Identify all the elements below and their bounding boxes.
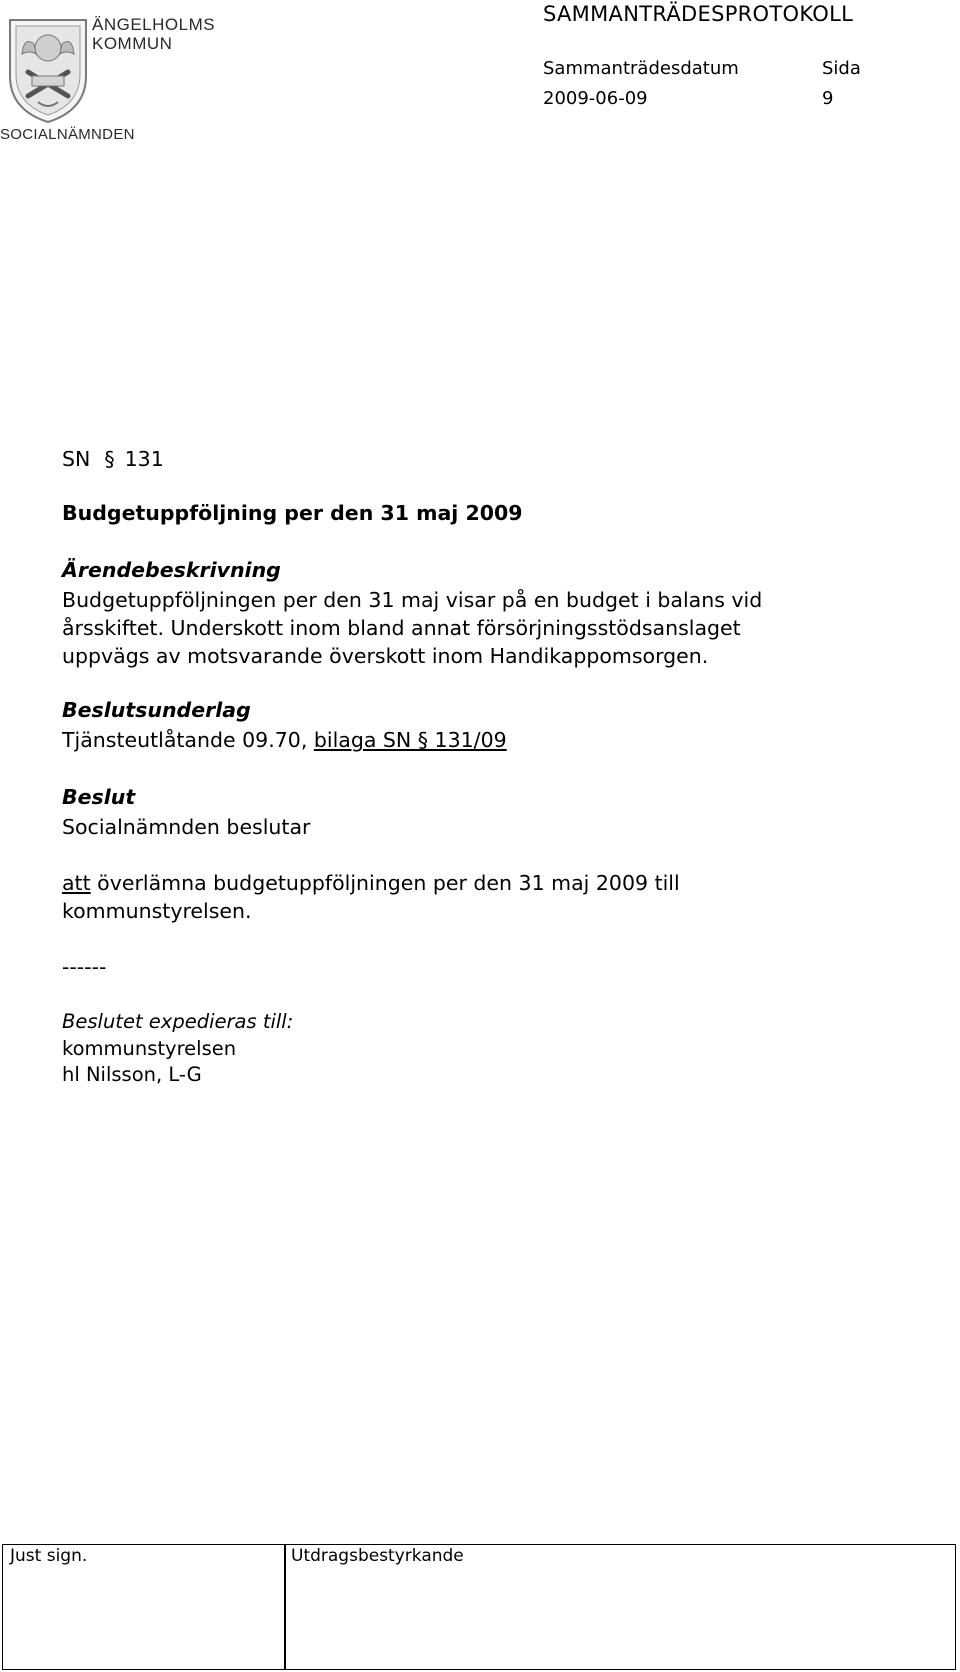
section-prefix: SN (62, 447, 91, 471)
page-label: Sida (822, 58, 861, 79)
coat-of-arms-icon (2, 14, 94, 126)
meeting-date: 2009-06-09 (543, 88, 648, 109)
signature-box (2, 1544, 956, 1670)
section-number: 131 (124, 447, 164, 471)
adjusting-signature-label: Just sign. (10, 1546, 88, 1566)
recipient-item: kommunstyrelsen (62, 1037, 237, 1060)
extract-certification-label: Utdragsbestyrkande (291, 1546, 464, 1566)
decision-intro: Socialnämnden beslutar (62, 815, 311, 839)
document-type: SAMMANTRÄDESPROTOKOLL (543, 2, 854, 26)
separator-line: ------ (62, 955, 107, 979)
signature-divider (284, 1544, 286, 1670)
description-line-3: uppvägs av motsvarande överskott inom Handikappomsorgen. (62, 644, 709, 668)
distribution-list (62, 1036, 236, 1088)
att-word: att (62, 871, 91, 895)
decision-line-2: kommunstyrelsen. (62, 899, 252, 923)
recipient-item: hl Nilsson, L-G (62, 1063, 202, 1086)
organization-line-2: KOMMUN (92, 34, 173, 53)
paragraph-sign: § (104, 447, 115, 471)
description-line-2: årsskiftet. Underskott inom bland annat försörjningsstödsanslaget (62, 616, 741, 640)
description-text (62, 586, 862, 670)
distribution-label: Beslutet expedieras till: (62, 1010, 294, 1033)
attachment-link[interactable]: bilaga SN § 131/09 (313, 728, 507, 752)
decision-line-1-text: överlämna budgetuppföljningen per den 31 maj 2009 till (90, 871, 680, 895)
decision-text (62, 869, 882, 925)
page-number: 9 (822, 88, 834, 109)
decision-heading: Beslut (62, 785, 136, 809)
description-heading: Ärendebeskrivning (62, 558, 281, 582)
basis-text (62, 726, 507, 754)
department-name: SOCIALNÄMNDEN (0, 126, 135, 143)
section-title: Budgetuppföljning per den 31 maj 2009 (62, 501, 523, 525)
basis-heading: Beslutsunderlag (62, 698, 251, 722)
organization-line-1: ÄNGELHOLMS (92, 15, 216, 34)
section-reference (62, 447, 164, 471)
date-label: Sammanträdesdatum (543, 58, 739, 79)
description-line-1: Budgetuppföljningen per den 31 maj visar på en budget i balans vid (62, 588, 763, 612)
decision-line-1 (62, 869, 882, 897)
organization-name (92, 15, 222, 53)
basis-document: Tjänsteutlåtande 09.70, (62, 728, 314, 752)
